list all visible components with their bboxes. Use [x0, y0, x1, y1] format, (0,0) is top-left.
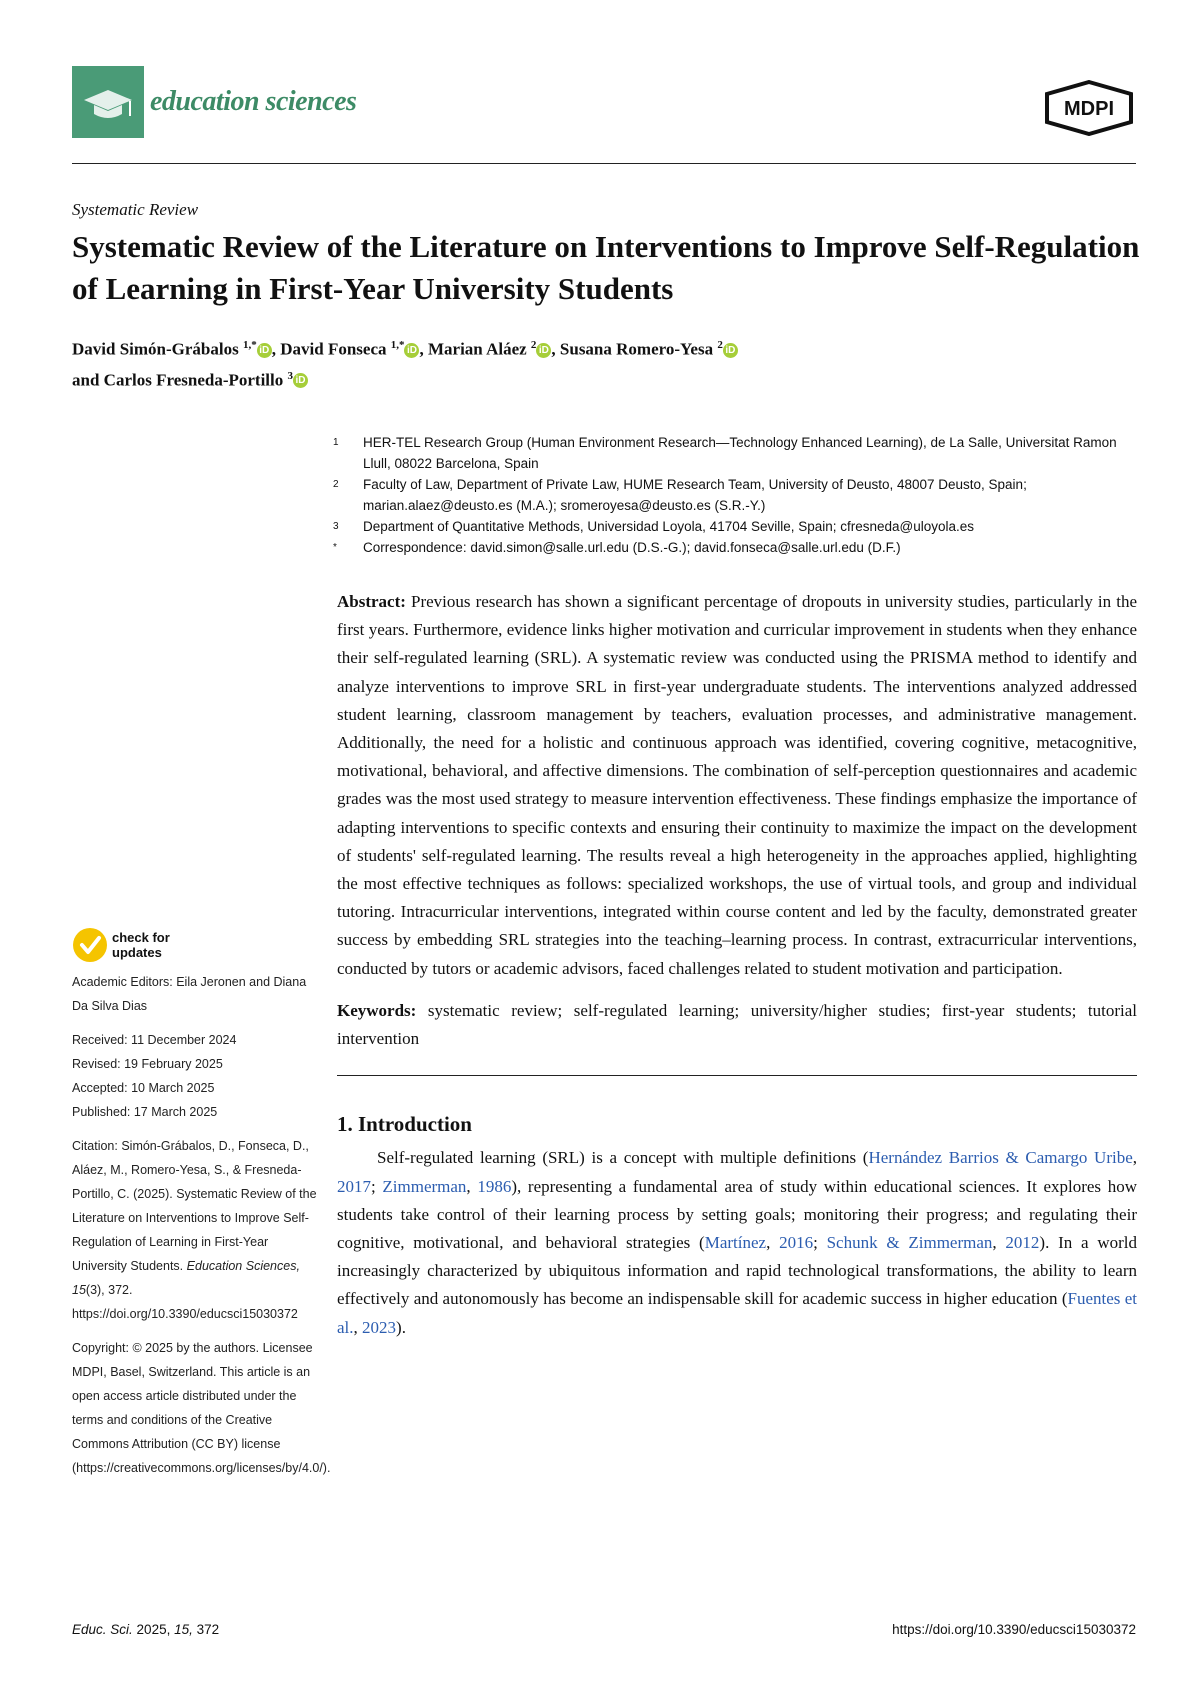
intro-text-run: ; — [813, 1233, 827, 1253]
abstract-text: Previous research has shown a significant percentage of dropouts in university studies, particularly in the first years. Furthermore, evidence links higher motivation and curricular improvement in students when they enhance their self-regulated learning (SRL). A systematic review was conducted using the PRISMA method to identify and analyze interventions to improve SRL in first-year undergraduate students. The interventions analyzed addressed student learning, classroom management by teachers, evaluation processes, and administrative management. Additionally, the need for a holistic and continuous approach was identified, covering cognitive, metacognitive, motivational, behavioral, and affective dimensions. The combination of self-perception questionnaires and academic grades was the most used strategy to measure intervention effectiveness. These findings emphasize the importance of adapting interventions to specific contexts and ensuring their continuity to maximize the impact on the development of students' self-regulated learning. The results reveal a high heterogeneity in the approaches applied, highlighting the most effective techniques as follows: specialized workshops, the use of virtual tools, and group and individual tutoring. Intracurricular interventions, integrated within course content and led by the faculty, demonstrated greater success by embedding SRL strategies into the teaching–learning process. In contrast, extracurricular interventions, conducted by tutors or academic advisors, faced challenges related to student motivation and participation. — [337, 592, 1137, 978]
intro-text-run: , — [766, 1233, 780, 1253]
check-for-updates-badge[interactable] — [72, 925, 182, 965]
affiliation-item — [333, 537, 1133, 558]
orcid-icon[interactable]: iD — [536, 343, 551, 358]
affiliation-number: * — [333, 542, 337, 553]
main-column — [337, 588, 1137, 1342]
author-name: David Simón-Grábalos — [72, 339, 239, 359]
intro-text-run: ), representing a fundamental area of study within educational sciences. It explores how students take control of their learning process by setting goals; monitoring their progress; and regulating their cognitive, motivational, and behavioral strategies ( — [337, 1176, 1137, 1253]
section-divider — [337, 1075, 1137, 1076]
affiliation-number: 1 — [333, 437, 339, 448]
citation-link[interactable]: 2012 — [1005, 1233, 1040, 1253]
affiliation-text: Correspondence: david.simon@salle.url.edu (D.S.-G.); david.fonseca@salle.url.edu (D.F.) — [363, 540, 901, 555]
citation — [72, 1134, 317, 1326]
intro-text-run: , — [466, 1176, 478, 1196]
check-updates-line2: updates — [112, 945, 162, 960]
author-affiliation-marker: 2 — [717, 339, 723, 351]
intro-text-run: ; — [371, 1176, 383, 1196]
journal-logo-icon — [72, 66, 144, 138]
citation-link[interactable]: 1986 — [477, 1176, 512, 1196]
citation-link[interactable]: 2023 — [362, 1317, 397, 1337]
keywords — [337, 997, 1137, 1053]
article-type: Systematic Review — [72, 200, 199, 219]
affiliation-text: Department of Quantitative Methods, Universidad Loyola, 41704 Seville, Spain; cfresneda@uloyola.es — [363, 519, 975, 534]
intro-text-run: , — [992, 1233, 1006, 1253]
article-sidebar — [72, 970, 331, 1490]
author-affiliation-marker: 1,* — [242, 339, 257, 351]
intro-text-run: , — [1132, 1148, 1137, 1168]
affiliation-item — [333, 474, 1133, 516]
copyright-notice: Copyright: © 2025 by the authors. Licensee MDPI, Basel, Switzerland. This article is an open access article distributed under the terms and conditions of the Creative Commons Attribution (CC BY) license (https://creativecommons.org/licenses/by/4.0/). — [72, 1341, 331, 1475]
orcid-icon[interactable]: iD — [404, 343, 419, 358]
section-heading: 1. Introduction — [337, 1112, 472, 1137]
affiliations — [333, 432, 1133, 558]
footer-year: 2025, — [136, 1622, 171, 1637]
author-affiliation-marker: 2 — [530, 339, 537, 351]
journal-name[interactable]: education sciences — [150, 86, 357, 117]
citation-volume: 15 — [72, 1283, 86, 1297]
header-divider — [72, 163, 1136, 164]
author-list: David Simón-Grábalos $^{1,*}$ iD , David Fonseca $^{1,*}$ iD , Marian Aláez $^2$ iD , Susana Romero-Yesa $^2$ iD and Carlos Fresneda-Portillo $^3$ iD — [72, 332, 1142, 393]
affiliation-text: Faculty of Law, Department of Private Law, HUME Research Team, University of Deusto, 48007 Deusto, Spain; marian.alaez@deusto.es (M.A.); sromeroyesa@deusto.es (S.R.-Y.) — [363, 477, 1027, 513]
academic-editors: Academic Editors: Eila Jeronen and Diana Da Silva Dias — [72, 975, 307, 1013]
intro-text-run: ). — [396, 1317, 406, 1337]
citation-text: Citation: Simón-Grábalos, D., Fonseca, D., Aláez, M., Romero-Yesa, S., & Fresneda-Portillo, C. (2025). Systematic Review of the Literature on Interventions to Improve Self-Regulation of Learning in First-Year University Students. — [72, 1139, 317, 1273]
citation-link[interactable]: 2017 — [337, 1176, 371, 1196]
citation-link[interactable]: Schunk & Zimmerman — [826, 1233, 993, 1253]
orcid-icon[interactable]: iD — [293, 373, 308, 388]
citation-link[interactable]: Hernández Barrios & Camargo Uribe — [868, 1148, 1133, 1168]
author-name: David Fonseca — [280, 339, 387, 359]
footer-article-number: 372 — [196, 1622, 220, 1637]
footer-journal: Educ. Sci. — [72, 1622, 133, 1637]
keywords-label: Keywords: — [337, 1000, 417, 1020]
author-affiliation-marker: 1,* — [390, 339, 405, 351]
date-published: Published: 17 March 2025 — [72, 1105, 218, 1119]
publisher-logo-icon[interactable] — [1043, 80, 1135, 136]
keywords-text: systematic review; self-regulated learning; university/higher studies; first-year students; tutorial intervention — [337, 1000, 1138, 1049]
citation-link[interactable]: Martínez — [704, 1233, 767, 1253]
orcid-icon[interactable]: iD — [257, 343, 272, 358]
abstract — [337, 588, 1137, 983]
orcid-icon[interactable]: iD — [723, 343, 738, 358]
author-name: Marian Aláez — [427, 339, 527, 359]
article-title: Systematic Review of the Literature on Interventions to Improve Self-Regulation of Learning in First-Year University Students — [72, 229, 1140, 306]
author-affiliation-marker: 3 — [287, 369, 293, 382]
affiliation-item — [333, 432, 1133, 474]
publisher-name: MDPI — [1064, 98, 1114, 120]
abstract-label: Abstract: — [337, 592, 406, 611]
intro-paragraph — [337, 1144, 1137, 1341]
affiliation-number: 2 — [333, 479, 339, 490]
citation-journal: Education Sciences, — [186, 1259, 300, 1273]
date-revised: Revised: 19 February 2025 — [72, 1057, 223, 1071]
date-received: Received: 11 December 2024 — [72, 1033, 237, 1047]
authors-joiner: and — [72, 370, 100, 390]
footer-citation — [72, 1622, 219, 1637]
intro-text-run: ). In a world increasingly characterized by ubiquitous information and rapid technological transformations, the ability to learn effectively and autonomously has become an indispensable skill for academic success in higher education ( — [337, 1233, 1138, 1309]
intro-text-run: Self-regulated learning (SRL) is a concept with multiple definitions ( — [377, 1148, 869, 1168]
footer-volume: 15, — [174, 1622, 193, 1637]
citation-link[interactable]: Fuentes et al. — [337, 1289, 1137, 1337]
author-name: Susana Romero-Yesa — [559, 339, 714, 359]
date-accepted: Accepted: 10 March 2025 — [72, 1081, 215, 1095]
citation-link[interactable]: 2016 — [779, 1233, 814, 1253]
intro-text-run: , — [353, 1317, 363, 1337]
affiliation-number: 3 — [333, 521, 339, 532]
affiliation-text: HER-TEL Research Group (Human Environment Research—Technology Enhanced Learning), de La Salle, Universitat Ramon Llull, 08022 Barcelona, Spain — [363, 435, 1117, 471]
article-dates — [72, 1028, 317, 1124]
author-name: Carlos Fresneda-Portillo — [103, 370, 284, 390]
citation-doi[interactable]: (3), 372. https://doi.org/10.3390/educsci15030372 — [72, 1283, 298, 1321]
check-updates-line1: check for — [112, 930, 170, 945]
citation-link[interactable]: Zimmerman — [382, 1176, 467, 1196]
footer-doi-link[interactable]: https://doi.org/10.3390/educsci15030372 — [892, 1622, 1136, 1637]
affiliation-item — [333, 516, 1133, 537]
